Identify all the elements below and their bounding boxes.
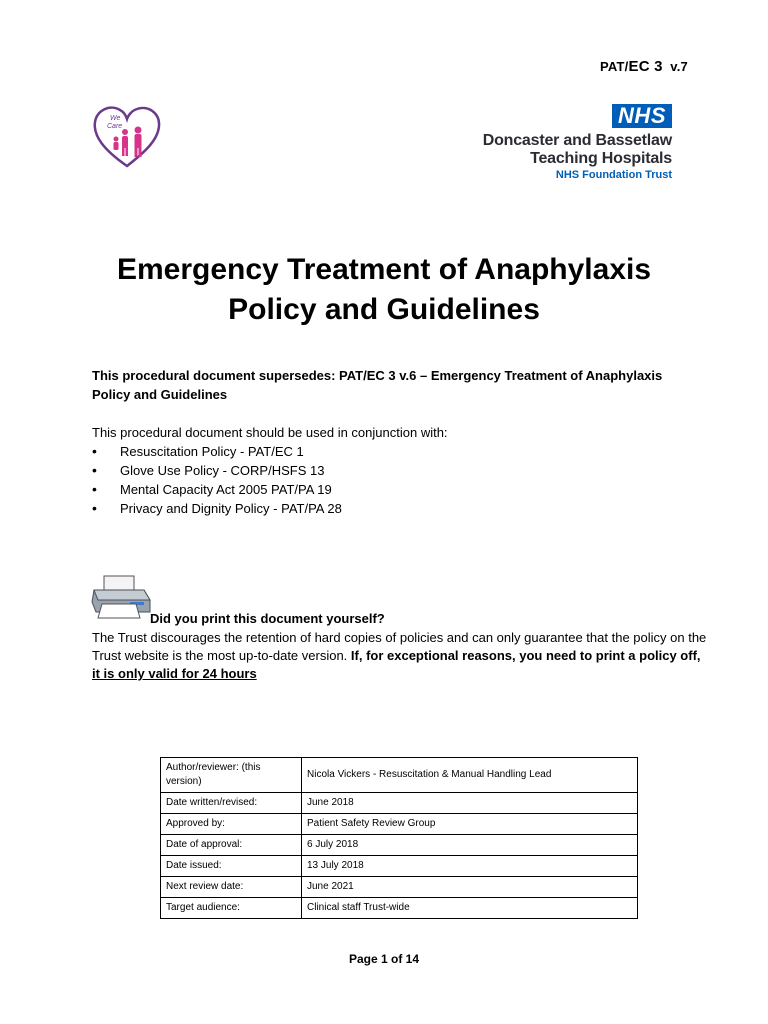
table-key: Date issued: [161, 856, 302, 877]
care-logo-text-we: We [110, 115, 121, 122]
ref-prefix: PAT/ [600, 59, 629, 74]
table-row [161, 814, 638, 835]
page-number: Page 1 of 14 [348, 952, 420, 966]
table-value: Clinical staff Trust-wide [302, 898, 638, 919]
table-key: Target audience: [161, 898, 302, 919]
trust-name-line-2: Teaching Hospitals [530, 150, 672, 167]
table-key: Date of approval: [161, 835, 302, 856]
nhs-trust-logo [483, 104, 672, 182]
related-policies-list [92, 442, 702, 518]
table-key: Author/reviewer: (this version) [161, 758, 302, 793]
ref-code: EC 3 [628, 58, 663, 75]
we-care-logo [90, 102, 164, 170]
table-row [161, 758, 638, 793]
table-row [161, 877, 638, 898]
ref-version: v.7 [670, 59, 688, 74]
table-value: Nicola Vickers - Resuscitation & Manual Handling Lead [302, 758, 638, 793]
table-value: June 2021 [302, 877, 638, 898]
supersedes-statement: This procedural document supersedes: PAT/EC 3 v.6 – Emergency Treatment of Anaphylaxis Policy and Guidelines [92, 368, 663, 402]
table-key: Date written/revised: [161, 793, 302, 814]
list-item: • Resuscitation Policy - PAT/EC 1 [92, 442, 702, 461]
print-notice-validity: it is only valid for 24 hours [92, 666, 257, 681]
printer-icon [90, 574, 152, 620]
care-logo-text-care: Care [107, 123, 123, 130]
table-row [161, 898, 638, 919]
conjunction-intro: This procedural document should be used in conjunction with: [92, 425, 448, 440]
trust-name-line-1: Doncaster and Bassetlaw [482, 132, 672, 149]
conjunction-section [92, 423, 702, 518]
document-title [60, 250, 708, 330]
title-line-1: Emergency Treatment of Anaphylaxis [116, 253, 652, 286]
print-notice-bold: If, for exceptional reasons, you need to print a policy off, [350, 648, 701, 663]
table-key: Approved by: [161, 814, 302, 835]
title-line-2: Policy and Guidelines [228, 293, 540, 326]
table-row [161, 835, 638, 856]
table-value: Patient Safety Review Group [302, 814, 638, 835]
trust-name-line-3: NHS Foundation Trust [555, 169, 672, 181]
table-value: 13 July 2018 [302, 856, 638, 877]
document-metadata-table [160, 757, 638, 919]
print-notice-plain: The Trust discourages the retention of hard copies of policies and can only guarantee that the policy on the Trust website is the most up-to-date version. [92, 630, 707, 663]
table-value: 6 July 2018 [302, 835, 638, 856]
list-item: • Mental Capacity Act 2005 PAT/PA 19 [92, 480, 702, 499]
table-row [161, 793, 638, 814]
table-key: Next review date: [161, 877, 302, 898]
print-question: Did you print this document yourself? [150, 611, 385, 626]
list-item: • Glove Use Policy - CORP/HSFS 13 [92, 461, 702, 480]
print-notice-text [92, 629, 712, 683]
table-row [161, 856, 638, 877]
nhs-badge: NHS [612, 104, 672, 128]
document-reference [600, 58, 688, 75]
table-value: June 2018 [302, 793, 638, 814]
list-item: • Privacy and Dignity Policy - PAT/PA 28 [92, 499, 702, 518]
